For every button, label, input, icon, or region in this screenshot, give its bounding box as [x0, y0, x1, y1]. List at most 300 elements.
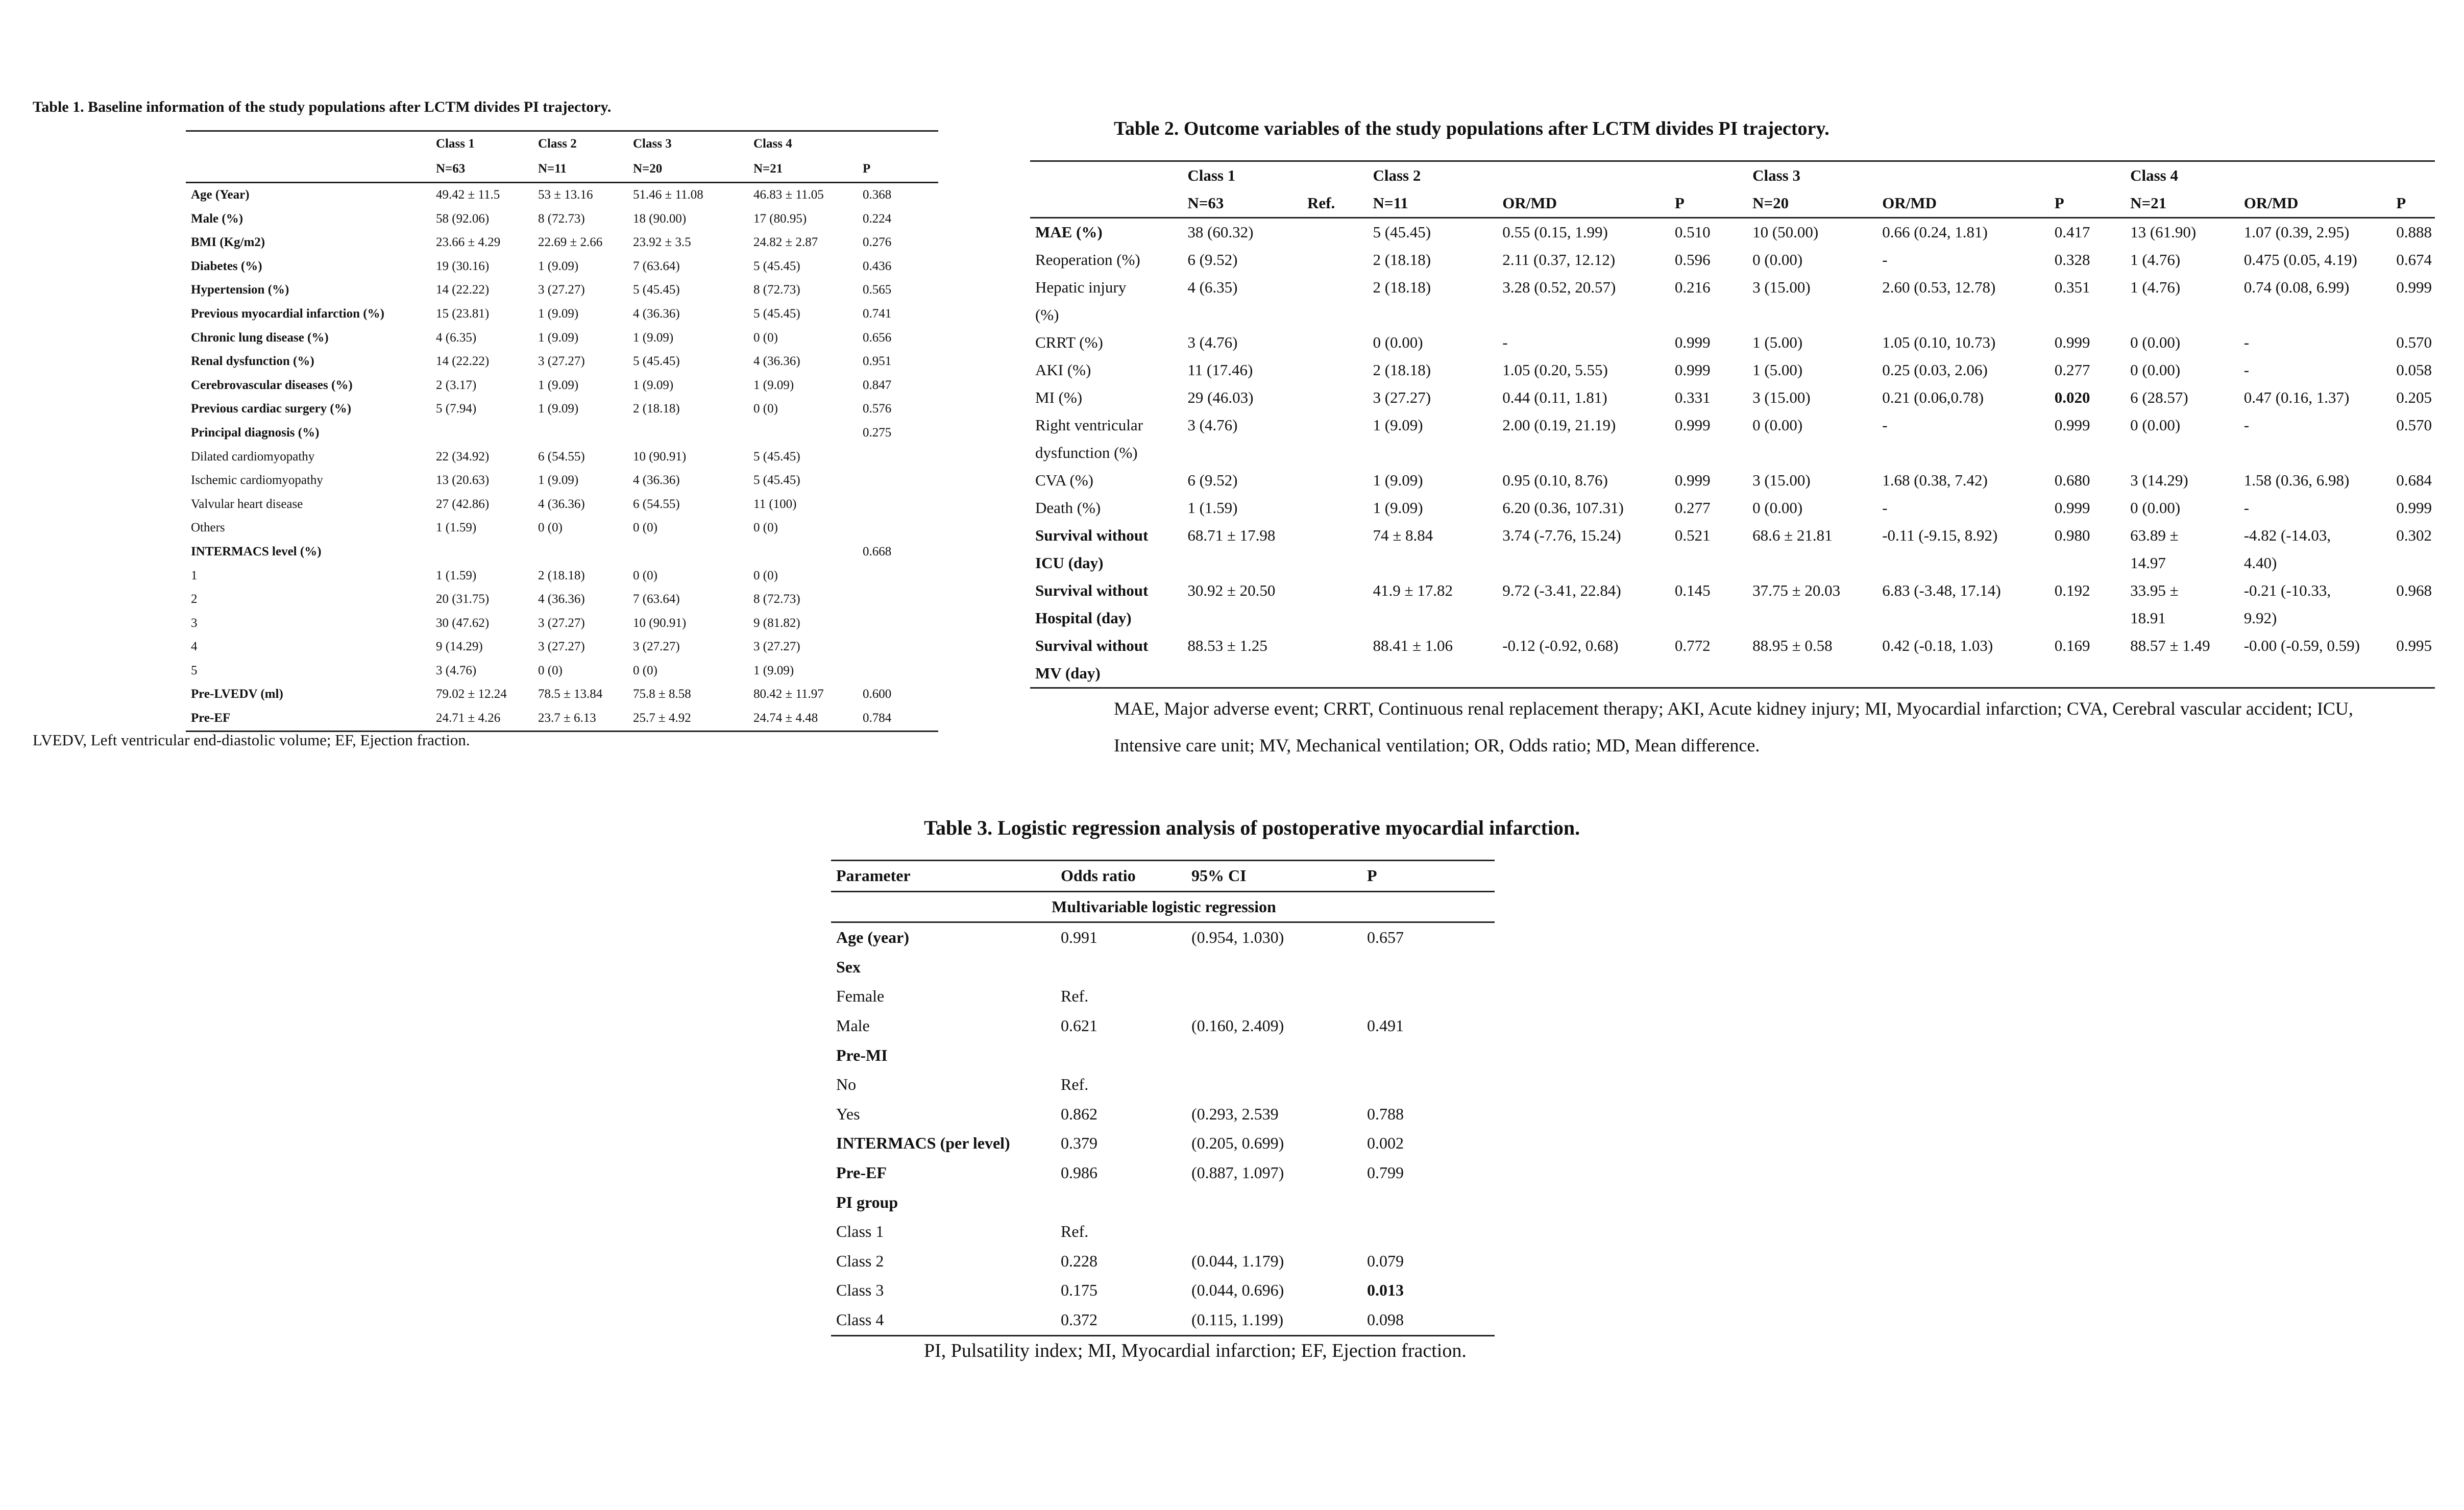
table-row	[1030, 660, 2435, 688]
table-cell: 0.510	[1674, 223, 1711, 241]
table-cell	[1302, 549, 1368, 577]
table-cell: 1 (9.09)	[538, 306, 579, 321]
table-cell: 6.20 (0.36, 107.31)	[1502, 499, 1624, 517]
table-cell: 0.95 (0.10, 8.76)	[1502, 471, 1608, 489]
table-cell: 5 (45.45)	[753, 449, 800, 464]
table-cell: 63.89 ±	[2130, 526, 2179, 544]
table-cell	[1182, 439, 1302, 467]
table-cell	[1186, 1041, 1362, 1070]
table-row	[1030, 439, 2435, 467]
table1-class-header-row	[186, 131, 938, 157]
header-cell: N=21	[748, 156, 858, 183]
table-cell	[628, 421, 748, 445]
table-cell	[1302, 356, 1368, 384]
table-cell: 0.175	[1061, 1281, 1097, 1300]
table-cell	[1186, 1217, 1362, 1247]
table-cell: 9.92)	[2243, 609, 2277, 627]
table-cell: AKI (%)	[1035, 361, 1091, 379]
table-cell: 1 (9.09)	[538, 259, 579, 273]
table-cell	[1747, 439, 1877, 467]
table-cell: 74 ± 8.84	[1373, 526, 1433, 544]
table-cell: -4.82 (-14.03,	[2243, 526, 2331, 544]
table-cell: Male	[836, 1016, 870, 1035]
table-cell: 5 (45.45)	[633, 283, 680, 297]
table-cell: 0.576	[863, 402, 892, 416]
table-cell	[1302, 274, 1368, 301]
table-cell: 23.92 ± 3.5	[633, 235, 691, 250]
table-row	[1030, 577, 2435, 604]
table-cell: 0.991	[1061, 928, 1097, 947]
table-cell: 0.145	[1674, 581, 1711, 599]
table-cell: Previous cardiac surgery (%)	[191, 402, 352, 416]
table-cell	[1056, 1041, 1186, 1070]
table-cell: 1 (9.09)	[538, 330, 579, 345]
table-cell	[1368, 660, 1497, 688]
table-cell	[1302, 522, 1368, 549]
table-cell	[2050, 301, 2125, 329]
table-cell: 46.83 ± 11.05	[753, 188, 824, 202]
header-cell: Class 1	[431, 131, 533, 157]
table-cell: 15 (23.81)	[436, 306, 490, 321]
table-cell: Ref.	[1061, 1222, 1089, 1241]
table2-footnote: MAE, Major adverse event; CRRT, Continuous renal replacement therapy; AKI, Acute kidney injury; MI, Myocardial infarction; CVA, Cerebral vascular accident; ICU, Intensive care unit; MV, Mechanical ventilation; OR, Odds ratio; MD, Mean difference.	[1114, 698, 2353, 756]
table-row	[186, 683, 938, 707]
header-cell	[2050, 161, 2125, 190]
table-cell: 1 (9.09)	[753, 378, 794, 392]
table-cell	[1670, 549, 1747, 577]
table-cell: 0.570	[2396, 333, 2432, 351]
table-cell: 0.74 (0.08, 6.99)	[2243, 278, 2350, 296]
table-cell: Ref.	[1061, 987, 1089, 1006]
table-cell: 68.71 ± 17.98	[1187, 526, 1276, 544]
table-cell: 4 (36.36)	[538, 497, 585, 511]
table-row	[831, 1305, 1495, 1335]
table-cell	[1362, 1070, 1495, 1100]
table-row	[831, 1070, 1495, 1100]
table-row	[831, 1041, 1495, 1070]
table-cell: 0.684	[2396, 471, 2432, 489]
table-cell	[1368, 549, 1497, 577]
table-cell	[2391, 301, 2435, 329]
table-cell	[858, 588, 938, 612]
table-row	[1030, 522, 2435, 549]
table-row	[831, 1217, 1495, 1247]
table-cell: Class 4	[831, 1305, 1056, 1335]
table-cell: 0.331	[1674, 388, 1711, 406]
table-cell	[1302, 384, 1368, 411]
table-cell: 14 (22.22)	[436, 283, 490, 297]
table-row	[186, 540, 938, 564]
table-cell: 27 (42.86)	[436, 497, 490, 511]
table-cell	[1302, 301, 1368, 329]
table-cell: -	[1882, 499, 1888, 517]
table-cell: 10 (90.91)	[633, 449, 687, 464]
table-cell	[1302, 246, 1368, 274]
table-cell: 4 (36.36)	[538, 592, 585, 606]
table-cell: INTERMACS (per level)	[836, 1134, 1010, 1153]
table-cell	[1877, 604, 2050, 632]
table-cell: 20 (31.75)	[436, 592, 490, 606]
table-cell	[858, 612, 938, 636]
table-cell: 0.596	[1674, 251, 1711, 269]
header-cell: P	[1670, 189, 1747, 218]
table-cell: Pre-MI	[836, 1045, 888, 1064]
table-cell: 0.372	[1056, 1305, 1186, 1335]
table-cell	[1747, 301, 1877, 329]
table-row	[186, 278, 938, 302]
table-cell	[1186, 982, 1362, 1011]
table-cell: 5 (7.94)	[436, 402, 477, 416]
table-cell: -	[2243, 499, 2250, 517]
table-row	[831, 1247, 1495, 1276]
table-cell: 68.6 ± 21.81	[1752, 526, 1833, 544]
table-cell: 6 (9.52)	[1187, 251, 1238, 269]
table-cell: No	[836, 1075, 857, 1094]
table-cell: -	[2243, 361, 2250, 379]
table-cell: 14 (22.22)	[436, 354, 490, 369]
table-cell	[1302, 467, 1368, 494]
table-cell: 0.999	[1674, 333, 1711, 351]
table-cell: Ref.	[1061, 1075, 1089, 1094]
table-cell: 3 (4.76)	[1187, 333, 1238, 351]
table-cell: 0.999	[2396, 278, 2432, 296]
table-cell: 4 (36.36)	[633, 473, 680, 488]
table-cell: 1.05 (0.20, 5.55)	[1502, 361, 1608, 379]
table-cell: 0.25 (0.03, 2.06)	[1882, 361, 1988, 379]
table-row	[186, 231, 938, 255]
table-cell: 0.999	[2054, 499, 2090, 517]
table-cell: 3 (4.76)	[1187, 416, 1238, 434]
table-cell: 10 (90.91)	[633, 616, 687, 630]
table-cell	[858, 445, 938, 469]
table-cell	[1302, 660, 1368, 688]
table-row	[831, 1129, 1495, 1158]
table-cell: Hepatic injury	[1035, 278, 1127, 296]
table-cell: Chronic lung disease (%)	[191, 330, 329, 345]
table-row	[186, 255, 938, 279]
table-cell: (0.044, 0.696)	[1191, 1281, 1284, 1300]
header-cell: OR/MD	[1497, 189, 1670, 218]
table-cell: 0.169	[2054, 637, 2090, 654]
table-cell: 0.47 (0.16, 1.37)	[2243, 388, 2350, 406]
table-cell: 22 (34.92)	[436, 449, 490, 464]
table-cell: (0.205, 0.699)	[1191, 1134, 1284, 1153]
table-row	[186, 707, 938, 731]
table-cell: 0.491	[1367, 1016, 1404, 1035]
table-cell: 0 (0)	[538, 663, 563, 677]
table-cell: 0.999	[1674, 361, 1711, 379]
table-cell: 0.799	[1367, 1163, 1404, 1182]
table-cell: Age (Year)	[191, 188, 250, 202]
table-cell	[1302, 329, 1368, 356]
table-cell	[2050, 604, 2125, 632]
table-cell: 18.91	[2130, 609, 2166, 627]
table-cell	[1362, 1188, 1495, 1217]
table-row	[1030, 384, 2435, 411]
table-cell: CVA (%)	[1035, 471, 1093, 489]
table-cell	[1056, 1188, 1186, 1217]
table-cell: 0.999	[2054, 333, 2090, 351]
table-cell: 0.228	[1061, 1251, 1097, 1270]
table-cell: 0 (0.00)	[2130, 361, 2181, 379]
table-cell: 0 (0.00)	[1752, 251, 1803, 269]
table-cell: 0.475 (0.05, 4.19)	[2243, 251, 2357, 269]
table-cell: Sex	[836, 957, 861, 976]
header-cell: N=20	[628, 156, 748, 183]
table-cell	[431, 540, 533, 564]
table-cell: 41.9 ± 17.82	[1373, 581, 1453, 599]
table-cell: 0.674	[2396, 251, 2432, 269]
table-cell	[2125, 660, 2239, 688]
header-cell	[186, 156, 431, 183]
table-cell: 0 (0)	[753, 521, 778, 535]
table-cell: 2.60 (0.53, 12.78)	[1882, 278, 1996, 296]
table-cell: -	[2243, 333, 2250, 351]
table-cell	[1302, 218, 1368, 247]
table-cell	[1747, 549, 1877, 577]
table-cell: 0.302	[2396, 526, 2432, 544]
table-cell: 0.55 (0.15, 1.99)	[1502, 223, 1608, 241]
table-cell: (0.115, 1.199)	[1186, 1305, 1362, 1335]
header-cell	[1030, 161, 1182, 190]
table-cell: -0.21 (-10.33,	[2243, 581, 2331, 599]
header-cell: Ref.	[1302, 189, 1368, 218]
table-cell: 0 (0.00)	[1373, 333, 1423, 351]
table-row	[1030, 494, 2435, 522]
table-cell: 0.192	[2054, 581, 2090, 599]
table-cell: Class 2	[836, 1251, 884, 1270]
table-cell: 0 (0)	[753, 402, 778, 416]
table-cell: ICU (day)	[1035, 554, 1104, 572]
table-cell	[1302, 577, 1368, 604]
table-cell: 0.44 (0.11, 1.81)	[1502, 388, 1607, 406]
table-cell: 0.680	[2054, 471, 2090, 489]
table-cell	[858, 659, 938, 683]
header-cell	[1497, 161, 1670, 190]
table-cell: 0 (0.00)	[2130, 333, 2181, 351]
table-cell: 1 (9.09)	[538, 473, 579, 488]
table-cell: 6.83 (-3.48, 17.14)	[1882, 581, 2001, 599]
table-cell: 37.75 ± 20.03	[1752, 581, 1841, 599]
table-cell: 22.69 ± 2.66	[538, 235, 603, 250]
table-cell	[1302, 494, 1368, 522]
table-cell: Pre-EF	[836, 1163, 887, 1182]
table-cell: Principal diagnosis (%)	[191, 425, 320, 440]
header-cell: N=21	[2125, 189, 2239, 218]
table-cell: 0.216	[1674, 278, 1711, 296]
table-cell: 5 (45.45)	[753, 259, 800, 273]
table-cell: 49.42 ± 11.5	[436, 188, 500, 202]
table-cell	[2125, 439, 2239, 467]
table-cell	[1670, 604, 1747, 632]
header-cell: Class 4	[748, 131, 858, 157]
table-cell	[1186, 1070, 1362, 1100]
header-cell: 95% CI	[1186, 861, 1362, 892]
header-cell: P	[2050, 189, 2125, 218]
table-cell: 3 (27.27)	[753, 640, 800, 654]
table-cell: PI group	[836, 1192, 898, 1211]
table-cell: (0.887, 1.097)	[1191, 1163, 1284, 1182]
table-cell: 1 (9.09)	[633, 378, 674, 392]
table-cell: 5 (45.45)	[753, 306, 800, 321]
table-cell: 4	[191, 640, 198, 654]
table2-caption: Table 2. Outcome variables of the study populations after LCTM divides PI trajectory.	[1114, 118, 1829, 139]
table-cell: Survival without	[1035, 581, 1149, 599]
header-cell: Class 2	[1368, 161, 1497, 190]
table-cell: 0.013	[1367, 1281, 1404, 1300]
header-cell: Class 2	[533, 131, 628, 157]
table-cell: 14.97	[2130, 554, 2166, 572]
table-cell: Cerebrovascular diseases (%)	[191, 378, 353, 392]
table-row	[1030, 411, 2435, 439]
table-row	[1030, 274, 2435, 301]
table-cell: 11 (100)	[753, 497, 797, 511]
table-cell: 1 (9.09)	[633, 330, 674, 345]
table-cell: Class 1	[836, 1222, 884, 1241]
table-cell: 6 (28.57)	[2130, 388, 2188, 406]
header-cell	[858, 131, 938, 157]
table-cell: Hypertension (%)	[191, 283, 289, 297]
table-cell: 5	[191, 663, 198, 677]
table-cell: 3 (27.27)	[1373, 388, 1431, 406]
table-cell: -	[2243, 416, 2250, 434]
table-cell: 3.74 (-7.76, 15.24)	[1502, 526, 1621, 544]
table-cell: 1 (9.09)	[1373, 471, 1423, 489]
header-cell: Class 3	[628, 131, 748, 157]
table-cell	[1182, 604, 1302, 632]
table-cell	[2391, 660, 2435, 688]
header-cell	[186, 131, 431, 157]
header-cell: OR/MD	[2239, 189, 2392, 218]
table-cell: 2	[191, 592, 198, 606]
table-row	[186, 183, 938, 207]
table-cell	[2050, 549, 2125, 577]
table-cell: 0.995	[2396, 637, 2432, 654]
table1-caption: Table 1. Baseline information of the study populations after LCTM divides PI trajectory.	[33, 99, 612, 115]
table-cell: 0.668	[863, 544, 892, 558]
table-cell: Pre-EF	[186, 707, 431, 731]
table-cell	[1302, 604, 1368, 632]
table-cell: 1 (1.59)	[436, 521, 477, 535]
table-cell: 18 (90.00)	[633, 211, 687, 226]
table-row	[831, 1276, 1495, 1305]
table-cell: 0.888	[2396, 223, 2432, 241]
table-cell: 24.74 ± 4.48	[748, 707, 858, 731]
table-cell	[1670, 301, 1747, 329]
table-cell: 2 (18.18)	[633, 402, 680, 416]
header-cell	[1670, 161, 1747, 190]
table-cell: -0.11 (-9.15, 8.92)	[1882, 526, 1998, 544]
table-cell	[1877, 549, 2050, 577]
table-cell: 1 (9.09)	[1373, 416, 1423, 434]
table-cell: 30.92 ± 20.50	[1187, 581, 1276, 599]
table-cell	[1182, 660, 1302, 688]
table-row	[1030, 329, 2435, 356]
table-cell	[1670, 660, 1747, 688]
table-cell: 3 (4.76)	[436, 663, 477, 677]
table-row	[1030, 246, 2435, 274]
header-cell: OR/MD	[1877, 189, 2050, 218]
table-cell: 3.28 (0.52, 20.57)	[1502, 278, 1616, 296]
table-cell	[1497, 660, 1670, 688]
table-cell: 0.999	[2054, 416, 2090, 434]
table2	[1030, 160, 2435, 689]
table-cell: -	[1882, 251, 1888, 269]
table-cell: 0.436	[863, 259, 892, 273]
table-cell: 13 (20.63)	[436, 473, 490, 488]
table2-sub-header-row	[1030, 189, 2435, 218]
table-cell: 0.42 (-0.18, 1.03)	[1882, 637, 1993, 654]
table-cell: 0.205	[2396, 388, 2432, 406]
table-cell: 30 (47.62)	[436, 616, 490, 630]
table-cell: 51.46 ± 11.08	[633, 188, 703, 202]
table-cell	[1497, 301, 1670, 329]
table-cell: (0.954, 1.030)	[1191, 928, 1284, 947]
table-cell	[858, 493, 938, 517]
table-row	[186, 326, 938, 350]
table-cell: 53 ± 13.16	[538, 188, 593, 202]
table-cell: 3 (27.27)	[538, 640, 585, 654]
table-cell	[1497, 604, 1670, 632]
table-cell: 0.847	[863, 378, 892, 392]
table-cell: 4.40)	[2243, 554, 2277, 572]
table-cell: 1 (5.00)	[1752, 333, 1803, 351]
table-cell: MV (day)	[1030, 660, 1182, 688]
table-cell: 88.95 ± 0.58	[1752, 637, 1833, 654]
table-cell: Age (year)	[836, 928, 910, 947]
table-row	[831, 982, 1495, 1011]
table-cell: 2 (18.18)	[1373, 278, 1431, 296]
table-cell: Yes	[836, 1104, 860, 1123]
table-row	[186, 302, 938, 326]
table-cell	[2239, 439, 2392, 467]
table3-footnote: PI, Pulsatility index; MI, Myocardial infarction; EF, Ejection fraction.	[924, 1340, 1467, 1361]
table-row	[1030, 632, 2435, 660]
table-cell: 0.277	[2054, 361, 2090, 379]
table-cell: 19 (30.16)	[436, 259, 490, 273]
table-cell: 0 (0)	[538, 521, 563, 535]
header-cell	[1302, 161, 1368, 190]
table-cell: 4 (6.35)	[436, 330, 477, 345]
table-cell: 0.741	[863, 306, 892, 321]
table-cell	[1186, 953, 1362, 982]
table-cell: 9.72 (-3.41, 22.84)	[1502, 581, 1621, 599]
table-row	[186, 207, 938, 231]
table-cell: 0 (0.00)	[2130, 416, 2181, 434]
table-cell	[748, 540, 858, 564]
table-row	[186, 564, 938, 588]
table-cell: 2.00 (0.19, 21.19)	[1502, 416, 1616, 434]
table-cell: 0.999	[2396, 499, 2432, 517]
table-row	[186, 445, 938, 469]
table-cell: 1.07 (0.39, 2.95)	[2243, 223, 2350, 241]
table-cell	[1182, 301, 1302, 329]
table-cell: 1.05 (0.10, 10.73)	[1882, 333, 1996, 351]
table-cell: 0.656	[863, 330, 892, 345]
table-row	[186, 493, 938, 517]
table-cell: 24.71 ± 4.26	[431, 707, 533, 731]
table-cell: 3	[191, 616, 198, 630]
table-cell: 3 (27.27)	[538, 283, 585, 297]
table-cell: Male (%)	[191, 211, 243, 226]
table-cell: 23.66 ± 4.29	[436, 235, 501, 250]
table-cell: 0.986	[1061, 1163, 1097, 1182]
table-cell: 58 (92.06)	[436, 211, 490, 226]
table-cell	[533, 421, 628, 445]
table-cell: 0.772	[1674, 637, 1711, 654]
table-cell: MAE (%)	[1035, 223, 1103, 241]
table-cell: 0.784	[858, 707, 938, 731]
